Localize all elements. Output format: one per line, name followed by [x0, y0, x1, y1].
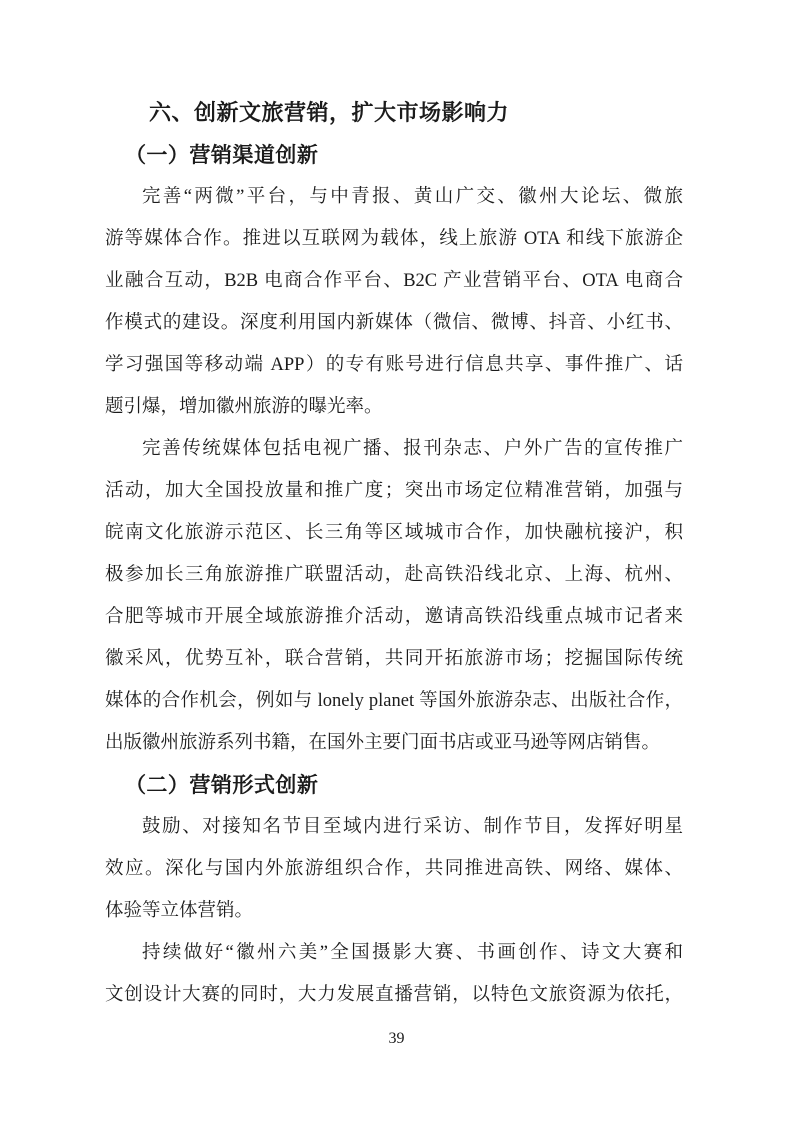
paragraph-line: 学习强国等移动端 APP）的专有账号进行信息共享、事件推广、话	[105, 355, 683, 375]
section-heading: 六、创新文旅营销，扩大市场影响力	[149, 100, 510, 125]
document-content	[105, 92, 683, 1016]
paragraph-line: 持续做好“徽州六美”全国摄影大赛、书画创作、诗文大赛和	[142, 943, 683, 963]
subsection-heading: （二）营销形式创新	[124, 773, 319, 797]
subsection-heading: （一）营销渠道创新	[124, 143, 319, 167]
paragraph-line: 体验等立体营销。	[105, 901, 254, 921]
paragraph-line: 作模式的建设。深度利用国内新媒体（微信、微博、抖音、小红书、	[105, 313, 683, 333]
paragraph-line: 皖南文化旅游示范区、长三角等区域城市合作，加快融杭接沪，积	[105, 523, 683, 543]
paragraph-line: 效应。深化与国内外旅游组织合作，共同推进高铁、网络、媒体、	[105, 859, 683, 879]
paragraph-line: 文创设计大赛的同时，大力发展直播营销，以特色文旅资源为依托，	[105, 985, 683, 1005]
paragraph-line: 完善“两微”平台，与中青报、黄山广交、徽州大论坛、微旅	[142, 187, 683, 207]
paragraph-line: 合肥等城市开展全域旅游推介活动，邀请高铁沿线重点城市记者来	[105, 607, 683, 627]
paragraph-line: 出版徽州旅游系列书籍，在国外主要门面书店或亚马逊等网店销售。	[105, 733, 661, 753]
page-number: 39	[388, 1030, 405, 1047]
paragraph-line: 题引爆，增加徽州旅游的曝光率。	[105, 397, 383, 417]
paragraph-line: 完善传统媒体包括电视广播、报刊杂志、户外广告的宣传推广	[142, 439, 683, 459]
paragraph-line: 活动，加大全国投放量和推广度；突出市场定位精准营销，加强与	[105, 481, 683, 501]
paragraph-line: 徽采风，优势互补，联合营销，共同开拓旅游市场；挖掘国际传统	[105, 649, 683, 669]
paragraph-line: 媒体的合作机会，例如与 lonely planet 等国外旅游杂志、出版社合作，	[105, 691, 683, 711]
paragraph-line: 业融合互动，B2B 电商合作平台、B2C 产业营销平台、OTA 电商合	[105, 271, 683, 291]
paragraph-line: 鼓励、对接知名节目至域内进行采访、制作节目，发挥好明星	[142, 817, 683, 837]
paragraph-line: 游等媒体合作。推进以互联网为载体，线上旅游 OTA 和线下旅游企	[105, 229, 683, 249]
paragraph-line: 极参加长三角旅游推广联盟活动，赴高铁沿线北京、上海、杭州、	[105, 565, 683, 585]
